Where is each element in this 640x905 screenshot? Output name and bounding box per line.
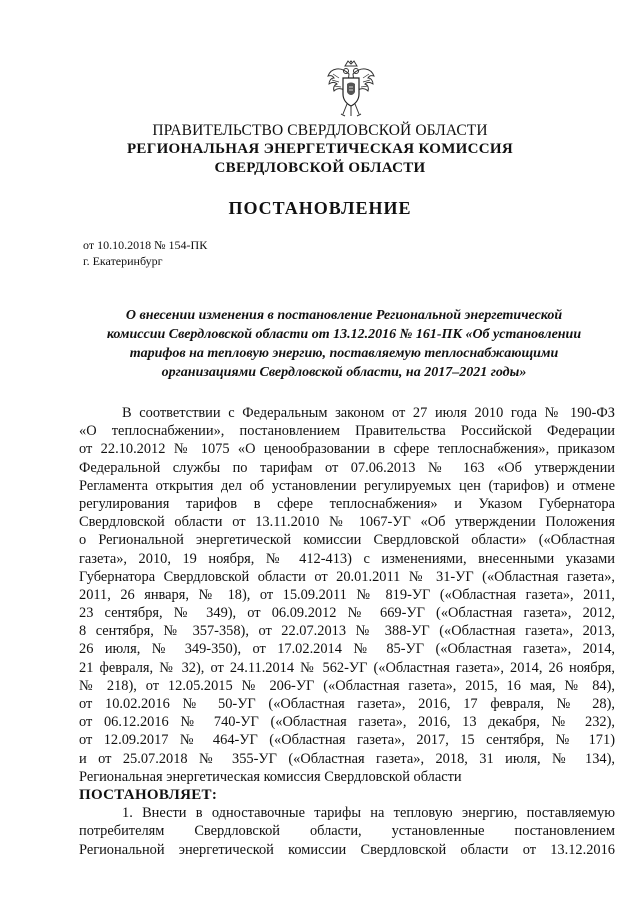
body-line: Федеральной службы по тарифам от 07.06.2013 № 163 «Об утверждении: [79, 459, 615, 476]
subject-line: О внесении изменения в постановление Региональной энергетической: [125, 308, 563, 323]
body-line: 21 февраля, № 32), от 24.11.2014 № 562-УГ («Областная газета», 2014, 26 ноября,: [79, 659, 615, 676]
subject-line: комиссии Свердловской области от 13.12.2016 № 161-ПК «Об установлении: [106, 327, 582, 342]
item-line: потребителям Свердловской области, установленные постановлением: [79, 823, 615, 840]
body-line: регулирования тарифов в сфере теплоснабжения» и Указом Губернатора: [79, 495, 615, 512]
subject-line: тарифов на тепловую энергию, поставляемую теплоснабжающими: [129, 346, 559, 361]
body-line: Региональная энергетическая комиссия Свердловской области: [79, 768, 462, 785]
decree-word: ПОСТАНОВЛЯЕТ:: [79, 786, 218, 803]
body-line: Свердловской области от 13.11.2010 № 1067-УГ «Об утверждении Положения: [79, 514, 615, 531]
body-line: и от 25.07.2018 № 355-УГ («Областная газета», 2018, 31 июля, № 134),: [79, 750, 615, 767]
body-line: «О теплоснабжении», постановлением Правительства Российской Федерации: [79, 423, 615, 440]
body-line: № 218), от 12.05.2015 № 206-УГ («Областная газета», 2015, 16 мая, № 84),: [79, 677, 615, 694]
body-line: 2011, 26 января, № 18), от 15.09.2011 № 819-УГ («Областная газета», 2011,: [79, 586, 615, 603]
body-line: от 10.02.2016 № 50-УГ («Областная газета», 2016, 17 февраля, № 28),: [79, 696, 615, 712]
body-line: Губернатора Свердловской области от 20.01.2011 № 31-УГ («Областная газета»,: [79, 568, 615, 585]
body-line: от 06.12.2016 № 740-УГ («Областная газета», 2016, 13 декабря, № 232),: [79, 714, 615, 731]
document-body: [79, 404, 615, 859]
body-line: 23 сентября, № 349), от 06.09.2012 № 669-УГ («Областная газета», 2012,: [79, 605, 615, 622]
item-line: Региональной энергетической комиссии Свердловской области от 13.12.2016: [79, 841, 615, 858]
body-line: о Региональной энергетической комиссии Свердловской области» («Областная: [79, 532, 615, 549]
document-subject: [86, 306, 602, 382]
body-line: 26 июля, № 349-350), от 17.02.2014 № 85-УГ («Областная газета», 2014,: [79, 641, 615, 658]
body-line: газета», 2010, 19 ноября, № 412-413) с изменениями, внесенными указами: [79, 550, 615, 567]
government-name: ПРАВИТЕЛЬСТВО СВЕРДЛОВСКОЙ ОБЛАСТИ: [152, 122, 488, 139]
coat-of-arms-icon: [325, 60, 377, 120]
document-title: ПОСТАНОВЛЕНИЕ: [228, 198, 412, 218]
body-line: Регламента открытия дел об установлении регулируемых цен (тарифов) и отмене: [79, 477, 615, 494]
item-line: 1. Внести в одноставочные тарифы на тепловую энергию, поставляемую: [122, 805, 615, 822]
commission-name-line1: РЕГИОНАЛЬНАЯ ЭНЕРГЕТИЧЕСКАЯ КОМИССИЯ: [126, 141, 514, 157]
body-line: 8 сентября, № 357-358), от 22.07.2013 № 388-УГ («Областная газета», 2013,: [79, 623, 615, 640]
body-line: В соответствии с Федеральным законом от 27 июля 2010 года № 190-ФЗ: [122, 405, 615, 421]
body-line: от 12.09.2017 № 464-УГ («Областная газета», 2017, 15 сентября, № 171): [79, 732, 615, 749]
document-city: г. Екатеринбург: [83, 254, 163, 268]
document-date-number: от 10.10.2018 № 154-ПК: [83, 238, 208, 252]
commission-name-line2: СВЕРДЛОВСКОЙ ОБЛАСТИ: [214, 160, 426, 176]
body-line: от 22.10.2012 № 1075 «О ценообразовании в сфере теплоснабжения», приказом: [79, 441, 615, 458]
subject-line: организациями Свердловской области, на 2017–2021 годы»: [161, 365, 527, 380]
